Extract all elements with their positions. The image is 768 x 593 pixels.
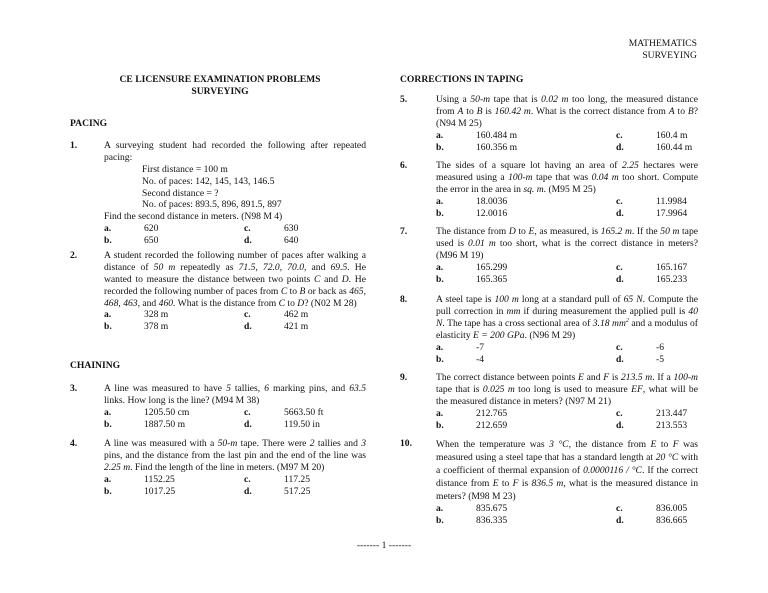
q6-text: The sides of a square lot having an area of 2.25 hectares were measured using a 100-m tape that was 0.04 m too short. Compute the error in the area in sq. m. (M95 M 25): [436, 160, 698, 195]
q10-text: When the temperature was 3 °C, the distance from E to F was measured using a steel tape that has a standard length at 20 °C with a coefficient of thermal expansion of 0.0000116 / °C. If the correct distance from E to F is 836.5 m, what is the measured distance in meters? (M98 M 23): [436, 439, 698, 503]
q4-option-d: 517.25: [284, 485, 311, 497]
q1-text: A surveying student had recorded the following after repeated pacing:: [104, 140, 366, 163]
q2-option-c: 462 m: [284, 309, 309, 321]
q1-line3: Second distance = ?: [142, 187, 219, 199]
option-label: c.: [616, 407, 623, 419]
option-label: b.: [436, 419, 444, 431]
q4-options: [104, 474, 366, 498]
q2-number: 2.: [70, 250, 78, 261]
option-label: c.: [616, 341, 623, 353]
option-label: d.: [244, 418, 252, 430]
option-label: a.: [436, 407, 444, 419]
option-label: d.: [616, 515, 624, 527]
option-label: c.: [244, 406, 251, 418]
q3-option-a: 1205.50 cm: [144, 406, 190, 418]
q9-number: 9.: [400, 372, 408, 383]
q1-number: 1.: [70, 140, 78, 151]
option-label: a.: [436, 341, 444, 353]
option-label: a.: [104, 473, 112, 485]
option-label: d.: [616, 207, 624, 219]
q10-option-c: 836.005: [656, 503, 688, 515]
q10-number: 10.: [400, 438, 412, 449]
q1-option-a: 620: [144, 223, 159, 235]
question-6: [436, 160, 698, 219]
option-label: b.: [104, 485, 112, 497]
q2-option-b: 378 m: [144, 321, 169, 333]
q3-option-c: 5663.50 ft: [284, 406, 324, 418]
q10-option-b: 836.335: [476, 515, 508, 527]
section-chaining: CHAINING: [70, 360, 121, 371]
q3-number: 3.: [70, 383, 78, 394]
option-label: a.: [104, 223, 112, 235]
option-label: c.: [244, 473, 251, 485]
q4-option-a: 1152.25: [144, 473, 175, 485]
option-label: b.: [104, 235, 112, 247]
q6-number: 6.: [400, 160, 408, 171]
option-label: c.: [616, 195, 623, 207]
option-label: b.: [104, 418, 112, 430]
question-4: [104, 438, 366, 497]
question-10: [436, 438, 698, 527]
q6-option-c: 11.9984: [656, 195, 687, 207]
q8-text: A steel tape is 100 m long at a standard pull of 65 N. Compute the pull correction in mm if during measurement the applied pull is 40 N. The tape has a cross sectional area of 3.18 $mm^2$ and a modulus of elasticity E = 200 GPa. (N96 M 29): [436, 294, 698, 341]
q4-option-b: 1017.25: [144, 485, 176, 497]
q5-option-a: 160.484 m: [476, 129, 518, 141]
q3-options: [104, 407, 366, 431]
q1-option-d: 640: [284, 235, 299, 247]
question-3: [104, 383, 366, 431]
q7-number: 7.: [400, 226, 408, 237]
q10-option-a: 835.675: [476, 503, 508, 515]
q8-number: 8.: [400, 294, 408, 305]
option-label: d.: [244, 235, 252, 247]
option-label: a.: [436, 129, 444, 141]
option-label: d.: [616, 141, 624, 153]
option-label: a.: [104, 406, 112, 418]
question-1: [104, 140, 366, 247]
q2-option-d: 421 m: [284, 321, 309, 333]
q3-text: A line was measured to have 5 tallies, 6 marking pins, and 63.5 links. How long is the line? (M94 M 38): [104, 383, 367, 406]
q6-option-d: 17.9964: [656, 207, 688, 219]
option-label: d.: [616, 419, 624, 431]
q9-options: [436, 408, 698, 432]
q5-number: 5.: [400, 94, 408, 105]
section-taping: CORRECTIONS IN TAPING: [400, 74, 524, 85]
q9-option-a: 212.765: [476, 407, 508, 419]
option-label: d.: [244, 485, 252, 497]
header-subject: MATHEMATICS: [628, 38, 697, 49]
q1-find: Find the second distance in meters. (N98 M 4): [104, 211, 283, 223]
q7-option-c: 165.167: [656, 261, 688, 273]
question-5: [436, 94, 698, 153]
q4-option-c: 117.25: [284, 473, 311, 485]
page-number: ------- 1 -------: [356, 540, 412, 551]
option-label: c.: [244, 309, 251, 321]
q1-option-c: 630: [284, 223, 299, 235]
question-7: [436, 226, 698, 285]
q9-option-c: 213.447: [656, 407, 688, 419]
q8-option-d: -5: [656, 353, 664, 365]
doc-title-line1: CE LICENSURE EXAMINATION PROBLEMS: [119, 74, 321, 85]
option-label: b.: [436, 207, 444, 219]
option-label: d.: [616, 353, 624, 365]
q5-options: [436, 130, 698, 154]
q5-option-d: 160.44 m: [656, 141, 693, 153]
option-label: a.: [436, 195, 444, 207]
doc-title: [70, 74, 370, 98]
q6-option-a: 18.0036: [476, 195, 508, 207]
header-topic: SURVEYING: [642, 50, 697, 61]
option-label: b.: [436, 141, 444, 153]
question-2: [104, 250, 366, 333]
q8-option-b: -4: [476, 353, 484, 365]
q7-option-d: 165.233: [656, 273, 688, 285]
question-8: [436, 294, 698, 366]
q1-line2: No. of paces: 142, 145, 143, 146.5: [142, 175, 275, 187]
q9-text: The correct distance between points E and F is 213.5 m. If a 100-m tape that is 0.025 m too long is used to measure EF, what will be the measured distance in meters? (N97 M 21): [436, 372, 698, 407]
option-label: b.: [436, 273, 444, 285]
q10-option-d: 836.665: [656, 515, 688, 527]
q4-text: A line was measured with a 50-m tape. There were 2 tallies and 3 pins, and the distance from the last pin and the end of the line was 2.25 m. Find the length of the line in meters. (M97 M 20): [104, 438, 366, 473]
option-label: b.: [436, 515, 444, 527]
question-9: [436, 372, 698, 431]
q9-option-d: 213.553: [656, 419, 688, 431]
q2-option-a: 328 m: [144, 309, 169, 321]
doc-title-line2: SURVEYING: [191, 85, 249, 97]
q9-option-b: 212.659: [476, 419, 508, 431]
q3-option-b: 1887.50 m: [144, 418, 186, 430]
q7-text: The distance from D to E, as measured, is 165.2 m. If the 50 m tape used is 0.01 m too short, what is the correct distance in meters? (M96 M 19): [436, 226, 698, 261]
q1-option-b: 650: [144, 235, 159, 247]
option-label: d.: [616, 273, 624, 285]
q7-option-b: 165.365: [476, 273, 508, 285]
option-label: a.: [436, 503, 444, 515]
q2-options: [104, 309, 366, 333]
option-label: b.: [104, 321, 112, 333]
q1-options: [104, 223, 366, 247]
q7-options: [436, 262, 698, 286]
q6-option-b: 12.0016: [476, 207, 508, 219]
q5-text: Using a 50-m tape that is 0.02 m too long, the measured distance from A to B is 160.42 m. What is the correct distance from A to B? (N94 M 25): [436, 94, 699, 129]
section-pacing: PACING: [70, 118, 108, 129]
q8-option-a: -7: [476, 341, 484, 353]
q8-option-c: -6: [656, 341, 664, 353]
q3-option-d: 119.50 in: [284, 418, 320, 430]
q1-line1: First distance = 100 m: [142, 163, 228, 175]
q7-option-a: 165.299: [476, 261, 508, 273]
option-label: c.: [616, 503, 623, 515]
option-label: c.: [616, 261, 623, 273]
option-label: b.: [436, 353, 444, 365]
q4-number: 4.: [70, 438, 78, 449]
q2-text: A student recorded the following number of paces after walking a distance of 50 m repeatedly as 71.5, 72.0, 70.0, and 69.5. He wanted to measure the distance between two points C and D. He recorded the following number of paces from C to B or back as 465, 468, 463, and 460. What is the distance from C to D? (N02 M 28): [104, 250, 366, 309]
option-label: c.: [244, 223, 251, 235]
option-label: a.: [436, 261, 444, 273]
q1-line4: No. of paces: 893.5, 896, 891.5, 897: [142, 199, 282, 211]
option-label: c.: [616, 129, 623, 141]
option-label: d.: [244, 321, 252, 333]
q6-options: [436, 196, 698, 220]
q8-options: [436, 342, 698, 366]
q5-option-c: 160.4 m: [656, 129, 688, 141]
q10-options: [436, 503, 698, 527]
option-label: a.: [104, 309, 112, 321]
q5-option-b: 160.356 m: [476, 141, 518, 153]
